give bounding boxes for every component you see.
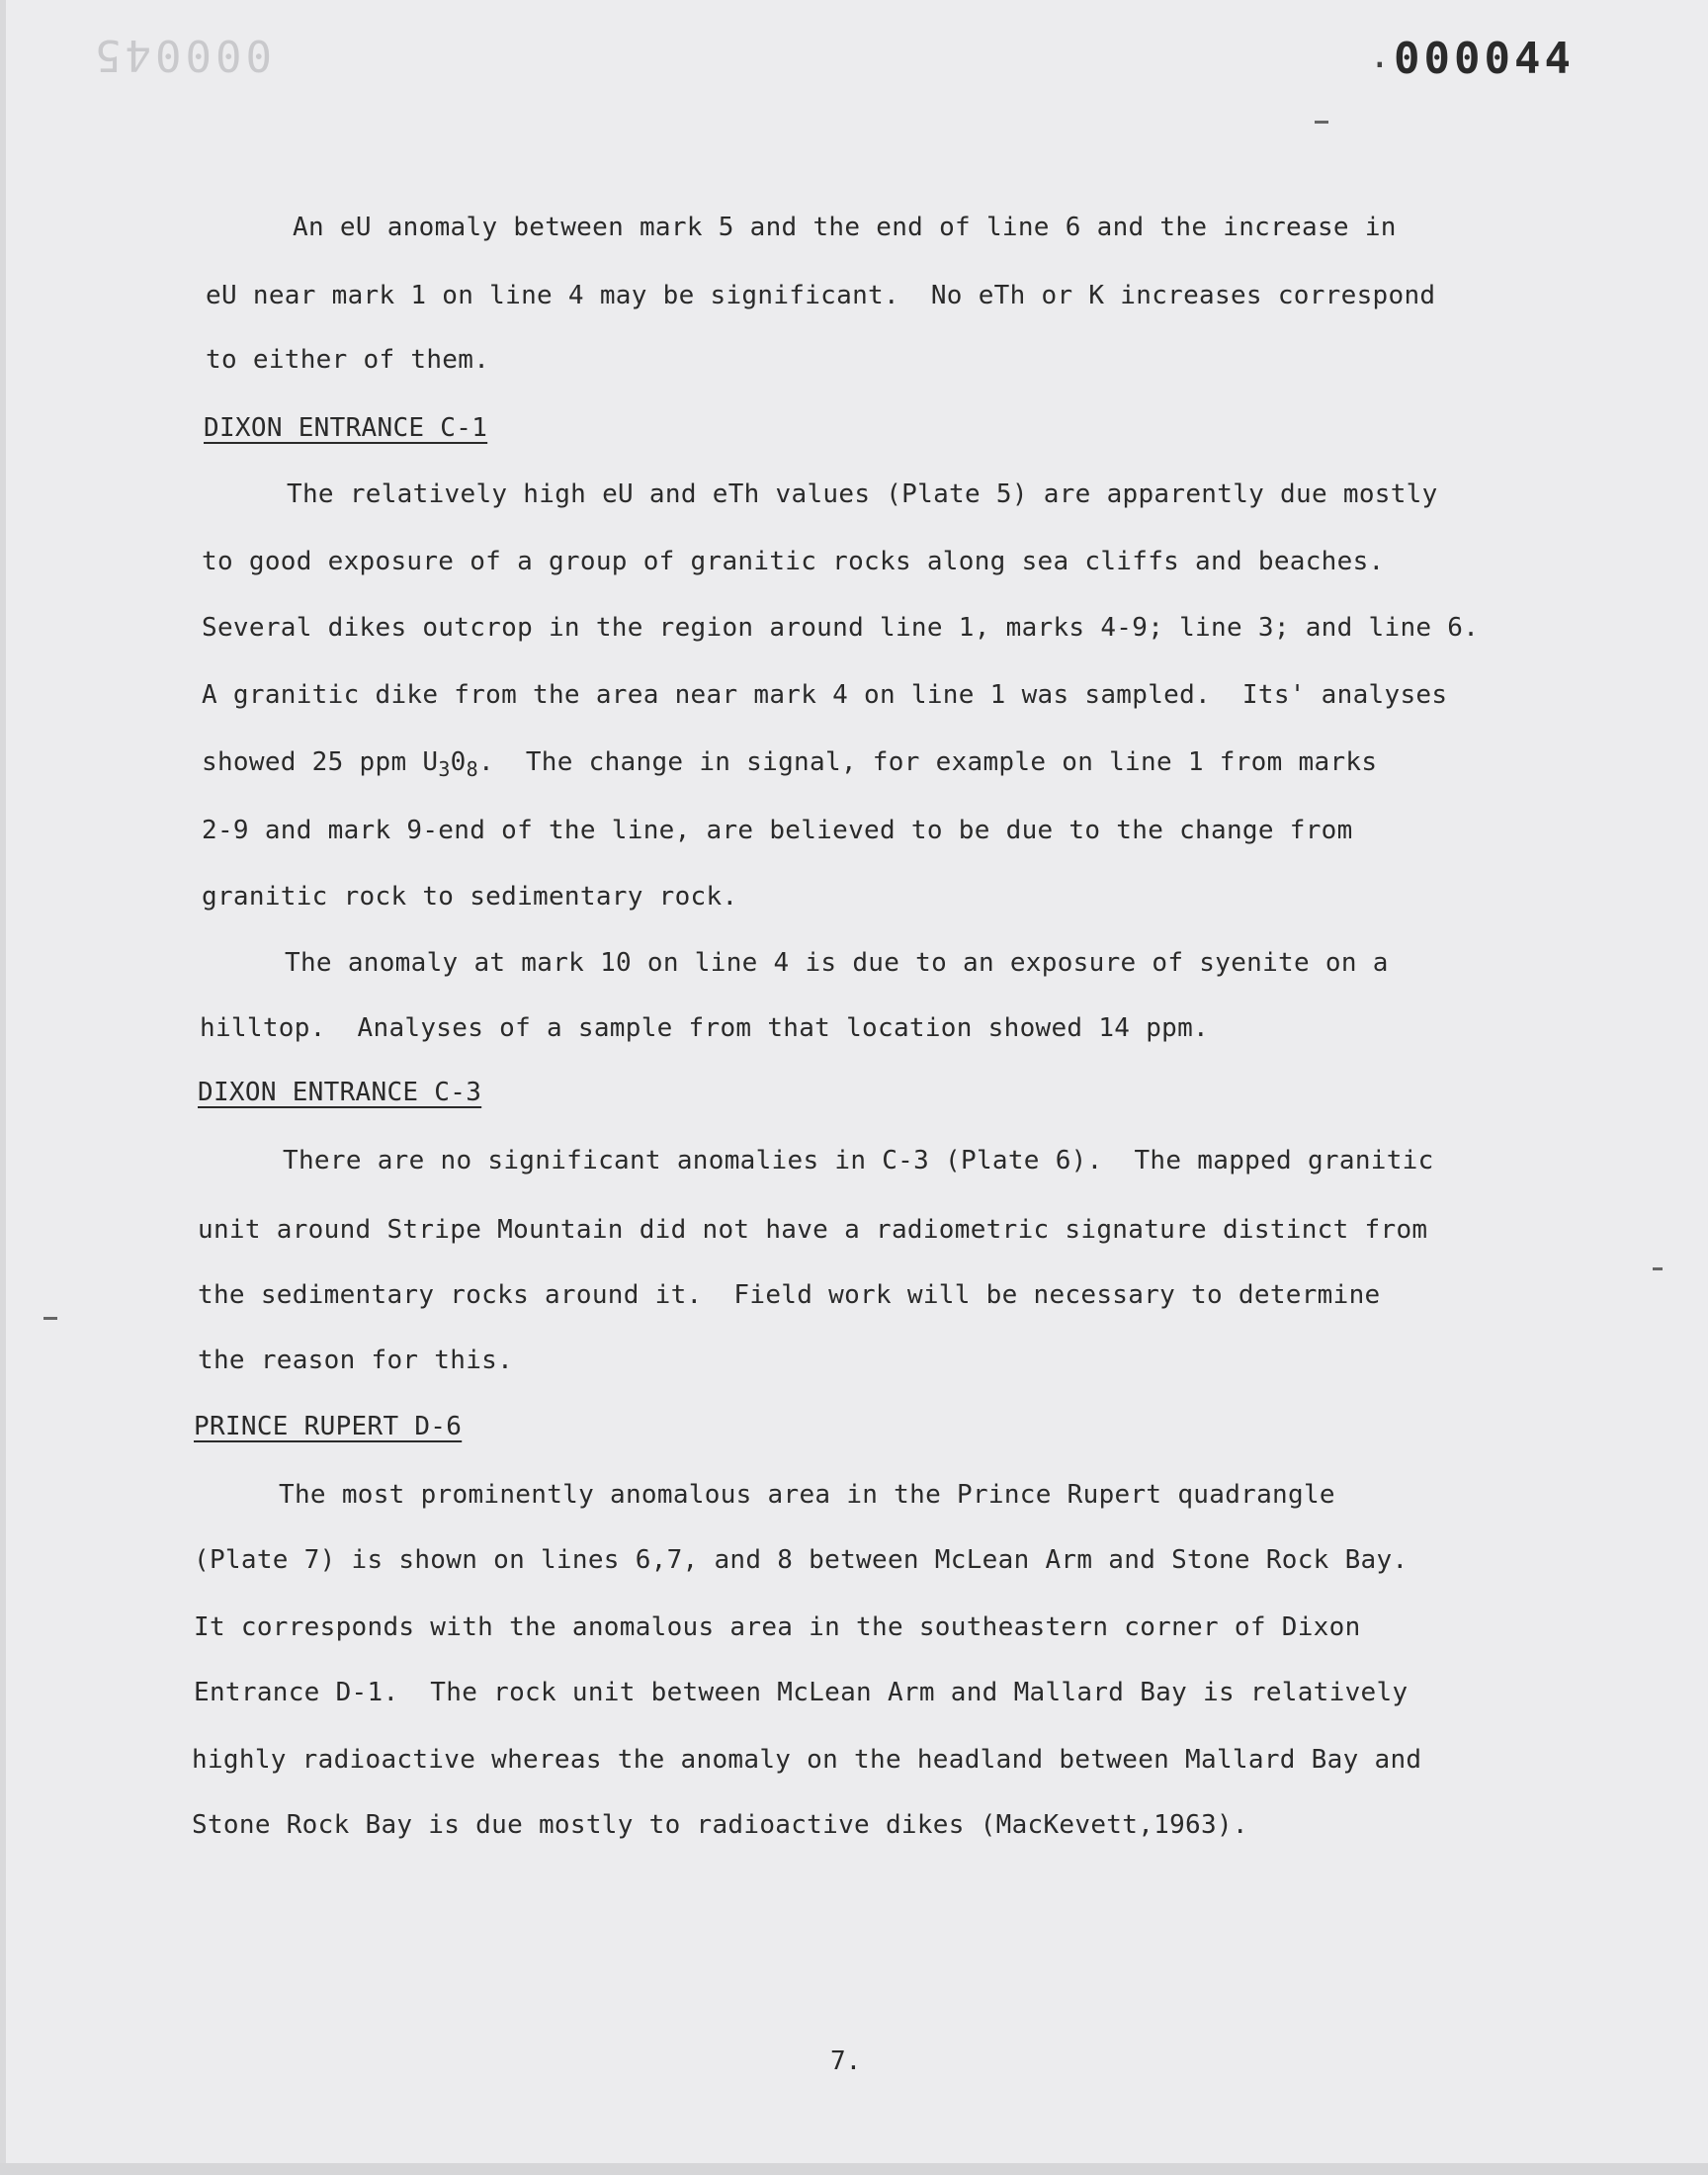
text-line: highly radioactive whereas the anomaly on the headland between Mallard Bay and bbox=[192, 1745, 1422, 1775]
text-line: eU near mark 1 on line 4 may be significant. No eTh or K increases correspond bbox=[206, 281, 1436, 310]
scan-speck bbox=[1653, 1267, 1663, 1270]
text-line: The anomaly at mark 10 on line 4 is due to an exposure of syenite on a bbox=[285, 948, 1389, 978]
text-line: hilltop. Analyses of a sample from that location showed 14 ppm. bbox=[200, 1013, 1210, 1043]
text-line-formula bbox=[202, 746, 1377, 785]
text-line: unit around Stripe Mountain did not have a radiometric signature distinct from bbox=[198, 1215, 1428, 1245]
text-line: An eU anomaly between mark 5 and the end of line 6 and the increase in bbox=[293, 213, 1397, 242]
text-line: to either of them. bbox=[206, 345, 490, 375]
text-line: to good exposure of a group of granitic rocks along sea cliffs and beaches. bbox=[202, 547, 1385, 576]
subscript: 8 bbox=[466, 757, 478, 781]
scan-speck bbox=[43, 1317, 57, 1320]
text-line: The most prominently anomalous area in the Prince Rupert quadrangle bbox=[279, 1480, 1335, 1510]
text-line: It corresponds with the anomalous area in the southeastern corner of Dixon bbox=[194, 1612, 1361, 1642]
stamp-dots: . bbox=[1369, 36, 1391, 76]
section-heading: DIXON ENTRANCE C-1 bbox=[204, 413, 488, 443]
text-line: Several dikes outcrop in the region around line 1, marks 4-9; line 3; and line 6. bbox=[202, 613, 1480, 643]
text-line: A granitic dike from the area near mark 4 on line 1 was sampled. Its' analyses bbox=[202, 680, 1448, 710]
page-number: 7. bbox=[830, 2046, 862, 2076]
subscript: 3 bbox=[438, 757, 451, 781]
text-line: The relatively high eU and eTh values (Plate 5) are apparently due mostly bbox=[287, 479, 1438, 509]
text-segment: . The change in signal, for example on line 1 from marks bbox=[477, 747, 1378, 777]
text-line: Stone Rock Bay is due mostly to radioactive dikes (MacKevett,1963). bbox=[192, 1810, 1248, 1840]
section-heading: DIXON ENTRANCE C-3 bbox=[198, 1078, 482, 1107]
text-segment: 0 bbox=[450, 747, 467, 777]
page-stamp-number: 000044 bbox=[1394, 34, 1575, 84]
text-line: the reason for this. bbox=[198, 1346, 514, 1375]
bleed-through-stamp: 000045 bbox=[91, 30, 272, 80]
text-line: 2-9 and mark 9-end of the line, are believed to be due to the change from bbox=[202, 816, 1353, 845]
text-line: There are no significant anomalies in C-3 (Plate 6). The mapped granitic bbox=[283, 1146, 1434, 1175]
text-segment: showed 25 ppm U bbox=[202, 747, 439, 777]
scan-left-edge bbox=[0, 0, 6, 2175]
scan-bottom-edge bbox=[0, 2163, 1708, 2175]
text-line: granitic rock to sedimentary rock. bbox=[202, 882, 738, 912]
scan-speck bbox=[1315, 121, 1328, 124]
text-line: Entrance D-1. The rock unit between McLean Arm and Mallard Bay is relatively bbox=[194, 1678, 1409, 1707]
text-line: the sedimentary rocks around it. Field work will be necessary to determine bbox=[198, 1280, 1381, 1310]
section-heading: PRINCE RUPERT D-6 bbox=[194, 1412, 463, 1441]
text-line: (Plate 7) is shown on lines 6,7, and 8 between McLean Arm and Stone Rock Bay. bbox=[194, 1545, 1409, 1575]
